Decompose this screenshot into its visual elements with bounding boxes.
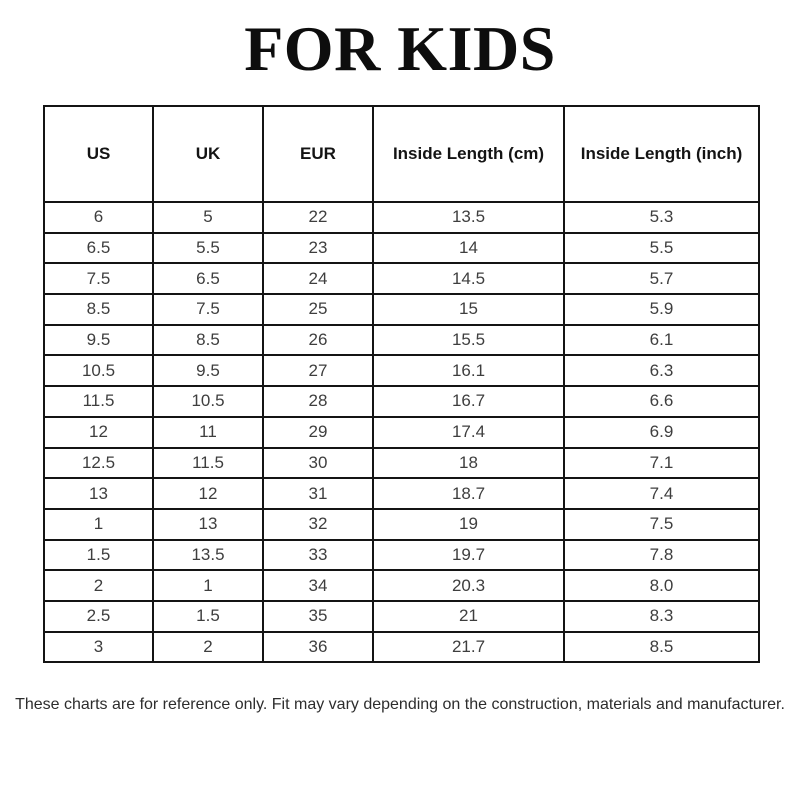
table-cell: 2	[153, 632, 263, 663]
table-cell: 16.7	[373, 386, 564, 417]
table-cell: 32	[263, 509, 373, 540]
table-row	[44, 509, 759, 540]
table-cell: 5.9	[564, 294, 759, 325]
table-cell: 5.3	[564, 202, 759, 233]
table-cell: 5.5	[564, 233, 759, 264]
table-cell: 8.5	[44, 294, 153, 325]
column-header-eur: EUR	[263, 106, 373, 202]
table-row	[44, 325, 759, 356]
table-cell: 27	[263, 355, 373, 386]
table-row	[44, 601, 759, 632]
table-cell: 1	[44, 509, 153, 540]
table-cell: 5.5	[153, 233, 263, 264]
table-cell: 18	[373, 448, 564, 479]
table-row	[44, 355, 759, 386]
column-header-inside-length-inch: Inside Length (inch)	[564, 106, 759, 202]
table-cell: 23	[263, 233, 373, 264]
table-cell: 8.3	[564, 601, 759, 632]
table-cell: 1.5	[44, 540, 153, 571]
table-cell: 8.5	[153, 325, 263, 356]
table-row	[44, 202, 759, 233]
table-cell: 15.5	[373, 325, 564, 356]
table-cell: 6.5	[153, 263, 263, 294]
table-cell: 35	[263, 601, 373, 632]
table-cell: 25	[263, 294, 373, 325]
table-cell: 15	[373, 294, 564, 325]
table-cell: 36	[263, 632, 373, 663]
table-cell: 13	[153, 509, 263, 540]
table-cell: 11	[153, 417, 263, 448]
table-cell: 6.5	[44, 233, 153, 264]
table-cell: 8.5	[564, 632, 759, 663]
table-cell: 18.7	[373, 478, 564, 509]
table-row	[44, 263, 759, 294]
table-cell: 13.5	[373, 202, 564, 233]
table-cell: 7.5	[153, 294, 263, 325]
table-cell: 21	[373, 601, 564, 632]
table-cell: 12.5	[44, 448, 153, 479]
table-cell: 34	[263, 570, 373, 601]
table-cell: 6.6	[564, 386, 759, 417]
table-cell: 31	[263, 478, 373, 509]
table-row	[44, 448, 759, 479]
table-cell: 10.5	[153, 386, 263, 417]
page-title: FOR KIDS	[244, 13, 556, 84]
table-cell: 19	[373, 509, 564, 540]
table-cell: 5	[153, 202, 263, 233]
table-cell: 24	[263, 263, 373, 294]
table-cell: 11.5	[44, 386, 153, 417]
table-cell: 30	[263, 448, 373, 479]
table-cell: 21.7	[373, 632, 564, 663]
table-cell: 3	[44, 632, 153, 663]
table-row	[44, 632, 759, 663]
table-cell: 5.7	[564, 263, 759, 294]
size-chart-table	[43, 105, 760, 663]
table-cell: 6.9	[564, 417, 759, 448]
table-cell: 13	[44, 478, 153, 509]
table-body	[44, 202, 759, 662]
footer-disclaimer-note: These charts are for reference only. Fit may vary depending on the construction, materials and manufacturer.	[15, 696, 785, 714]
table-cell: 26	[263, 325, 373, 356]
size-chart-page	[0, 12, 800, 812]
table-row	[44, 233, 759, 264]
table-cell: 9.5	[44, 325, 153, 356]
table-cell: 2	[44, 570, 153, 601]
table-header-row	[44, 106, 759, 202]
table-cell: 20.3	[373, 570, 564, 601]
table-cell: 12	[44, 417, 153, 448]
column-header-uk: UK	[153, 106, 263, 202]
table-cell: 7.5	[44, 263, 153, 294]
table-cell: 2.5	[44, 601, 153, 632]
table-cell: 12	[153, 478, 263, 509]
table-cell: 13.5	[153, 540, 263, 571]
table-row	[44, 570, 759, 601]
table-cell: 1	[153, 570, 263, 601]
table-row	[44, 540, 759, 571]
column-header-us: US	[44, 106, 153, 202]
table-cell: 7.1	[564, 448, 759, 479]
table-row	[44, 294, 759, 325]
table-cell: 28	[263, 386, 373, 417]
table-cell: 6	[44, 202, 153, 233]
table-cell: 10.5	[44, 355, 153, 386]
table-row	[44, 478, 759, 509]
table-cell: 7.4	[564, 478, 759, 509]
table-cell: 7.8	[564, 540, 759, 571]
table-cell: 6.1	[564, 325, 759, 356]
table-cell: 1.5	[153, 601, 263, 632]
column-header-inside-length-cm: Inside Length (cm)	[373, 106, 564, 202]
table-row	[44, 386, 759, 417]
table-cell: 22	[263, 202, 373, 233]
table-cell: 14	[373, 233, 564, 264]
table-cell: 29	[263, 417, 373, 448]
table-cell: 11.5	[153, 448, 263, 479]
table-cell: 17.4	[373, 417, 564, 448]
table-row	[44, 417, 759, 448]
table-cell: 6.3	[564, 355, 759, 386]
table-cell: 16.1	[373, 355, 564, 386]
table-cell: 7.5	[564, 509, 759, 540]
table-cell: 8.0	[564, 570, 759, 601]
table-cell: 14.5	[373, 263, 564, 294]
table-cell: 33	[263, 540, 373, 571]
table-cell: 19.7	[373, 540, 564, 571]
table-cell: 9.5	[153, 355, 263, 386]
